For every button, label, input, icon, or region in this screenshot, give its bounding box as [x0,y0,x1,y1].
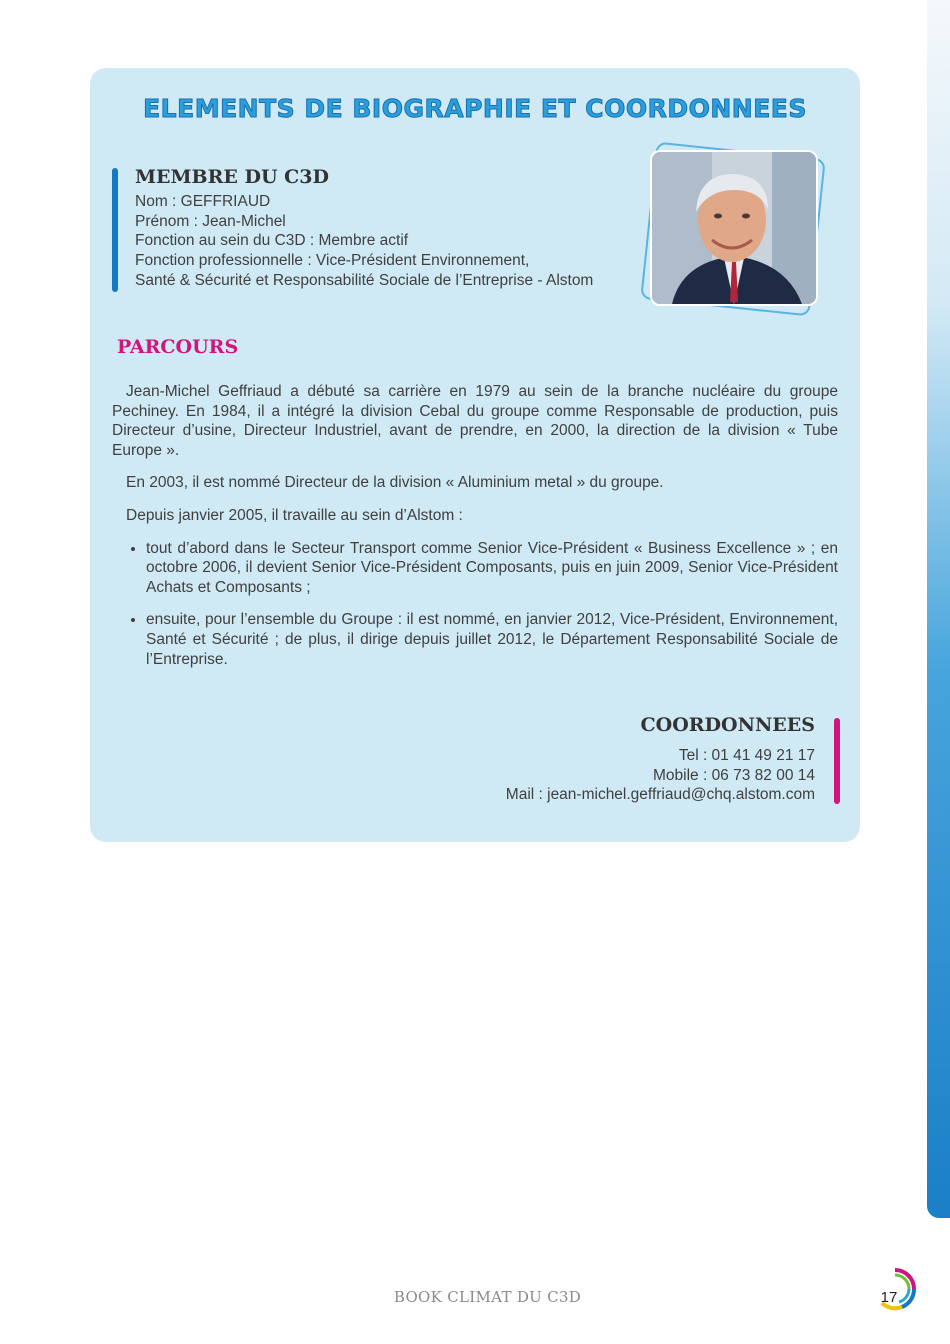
member-info [135,166,625,291]
contact-heading: COORDONNEES [640,714,815,736]
side-accent-bar [927,0,950,1218]
member-accent-bar [112,168,118,292]
contact-tel: Tel : 01 41 49 21 17 [678,747,815,764]
member-heading: MEMBRE DU C3D [135,166,329,188]
parcours-paragraph: Jean-Michel Geffriaud a débuté sa carrière en 1979 au sein de la branche nucléaire du groupe Pechiney. En 1984, il a intégré la division Cebal du groupe comme Responsable de production, puis Directeur d’usine, Directeur Industriel, avant de prendre, en 2000, la direction de la division « Tube Europe ». [112,383,838,459]
member-name: Nom : GEFFRIAUD [135,193,271,210]
portrait-image [650,150,818,306]
contact-accent-bar [834,718,840,804]
member-c3d-function: Fonction au sein du C3D : Membre actif [135,232,409,250]
biography-panel [90,68,860,842]
contact-mail[interactable]: Mail : jean-michel.geffriaud@chq.alstom.com [505,786,815,804]
member-professional-function: Fonction professionnelle : Vice-Président Environnement, [135,252,530,270]
parcours-bullet: • tout d’abord dans le Secteur Transport comme Senior Vice-Président « Business Excellence » ; en octobre 2006, il devient Senior Vice-Président Composants, puis en juin 2009, Senior Vice-Président Achats et Composants ; [146,539,838,598]
member-professional-function-cont: Santé & Sécurité et Responsabilité Sociale de l’Entreprise - Alstom [135,271,594,289]
parcours-text [112,382,838,682]
contact-mobile: Mobile : 06 73 82 00 14 [652,766,815,784]
parcours-paragraph: En 2003, il est nommé Directeur de la division « Aluminium metal » du groupe. [126,474,664,492]
member-firstname: Prénom : Jean-Michel [135,212,286,230]
parcours-bullet-list [112,539,838,670]
page-title: ELEMENTS DE BIOGRAPHIE ET COORDONNEES [143,94,807,123]
page-number: 17 [880,1289,898,1306]
portrait-photo [646,148,818,308]
parcours-heading: PARCOURS [117,336,239,358]
parcours-bullet: • ensuite, pour l’ensemble du Groupe : il est nommé, en janvier 2012, Vice-Président, Environnement, Santé et Sécurité ; de plus, il dirige depuis juillet 2012, le Département Responsabilité Sociale de l’Entreprise. [146,610,838,669]
contact-info [410,714,815,805]
parcours-paragraph: Depuis janvier 2005, il travaille au sein d’Alstom : [126,506,463,524]
footer-title: BOOK CLIMAT DU C3D [393,1288,582,1306]
